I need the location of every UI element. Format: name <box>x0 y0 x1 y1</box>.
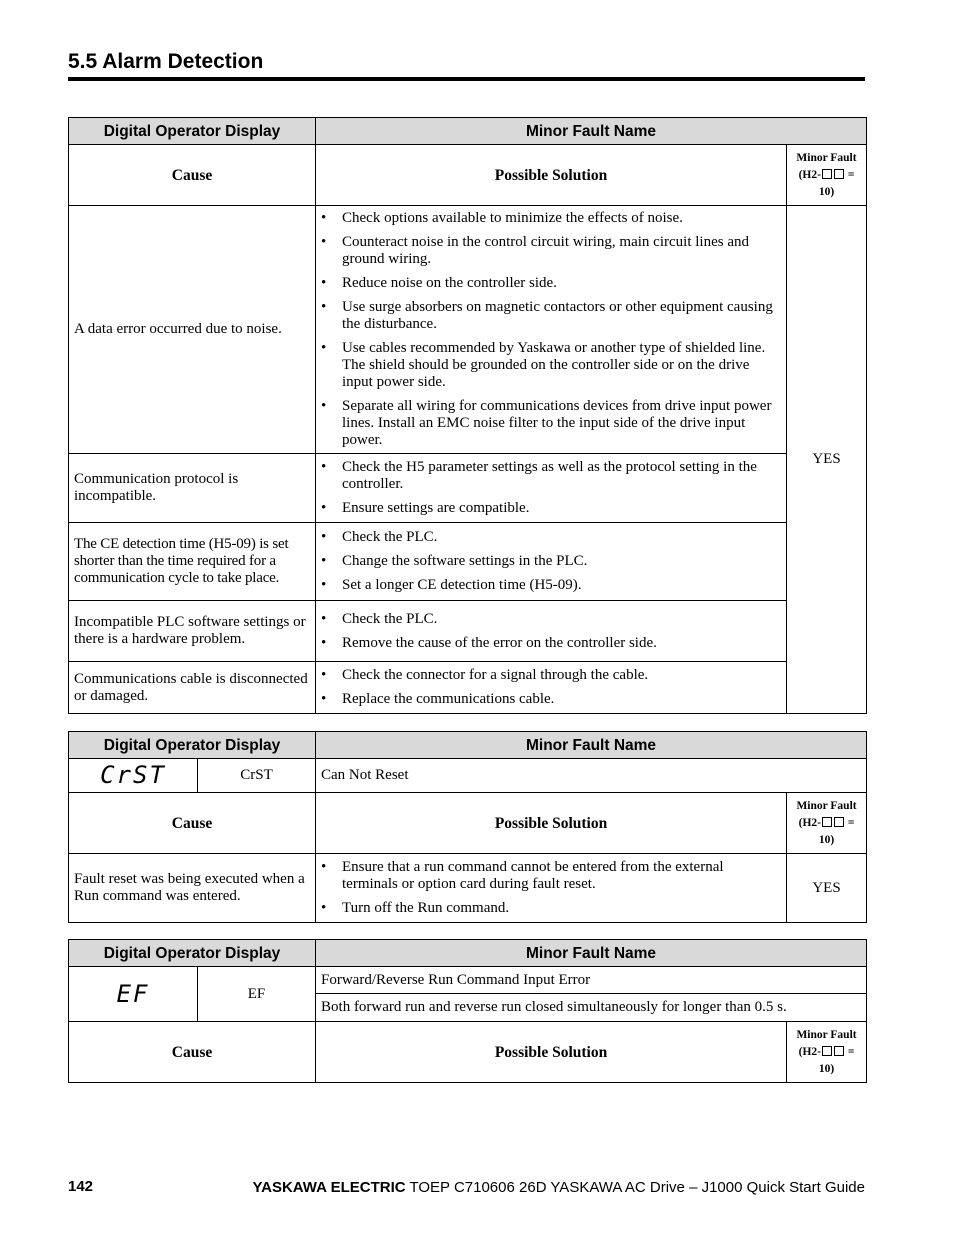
solution-cell <box>316 601 787 662</box>
footer <box>253 1179 866 1196</box>
solution-item: • Change the software settings in the PLC. <box>321 553 781 570</box>
solution-item: • Check the H5 parameter settings as well as the protocol setting in the controller. <box>321 459 781 493</box>
solution-item: • Turn off the Run command. <box>321 900 781 917</box>
fault-table-3 <box>68 939 867 1083</box>
minor-fault-header: Minor Fault (H2- = 10) <box>787 145 867 206</box>
solution-item: • Replace the communications cable. <box>321 691 781 708</box>
cause-cell: Communication protocol is incompatible. <box>69 454 316 523</box>
cause-header: Cause <box>69 1022 316 1083</box>
solution-item: • Use cables recommended by Yaskawa or another type of shielded line. The shield should be grounded on the controller side or on the drive input power side. <box>321 340 781 391</box>
cause-header: Cause <box>69 793 316 854</box>
cause-cell: Fault reset was being executed when a Run command was entered. <box>69 854 316 923</box>
solution-item: • Ensure settings are compatible. <box>321 500 781 517</box>
fault-description: Both forward run and reverse run closed simultaneously for longer than 0.5 s. <box>316 994 867 1022</box>
solution-header: Possible Solution <box>316 793 787 854</box>
fault-table-2 <box>68 731 867 923</box>
cause-cell: Incompatible PLC software settings or there is a hardware problem. <box>69 601 316 662</box>
solution-item: • Reduce noise on the controller side. <box>321 275 781 292</box>
page-number: 142 <box>68 1178 94 1195</box>
footer-doc: TOEP C710606 26D YASKAWA AC Drive – J1000 Quick Start Guide <box>409 1179 865 1196</box>
solution-item: • Use surge absorbers on magnetic contactors or other equipment causing the disturbance. <box>321 299 781 333</box>
display-header: Digital Operator Display <box>69 732 316 759</box>
solution-cell <box>316 454 787 523</box>
display-header: Digital Operator Display <box>69 118 316 145</box>
minor-fault-header: Minor Fault (H2- = 10) <box>787 793 867 854</box>
solution-item: • Check the PLC. <box>321 611 781 628</box>
section-rule <box>68 77 865 81</box>
solution-item: • Ensure that a run command cannot be entered from the external terminals or option card during fault reset. <box>321 859 781 893</box>
solution-item: • Separate all wiring for communications devices from drive input power lines. Install an EMC noise filter to the input side of the drive input power. <box>321 398 781 449</box>
fault-table-1 <box>68 117 867 714</box>
cause-cell: Communications cable is disconnected or damaged. <box>69 662 316 714</box>
solution-item: • Remove the cause of the error on the controller side. <box>321 635 781 652</box>
fault-name: Can Not Reset <box>316 759 867 793</box>
seven-segment-display: EF <box>69 967 198 1022</box>
solution-cell <box>316 206 787 454</box>
footer-brand: YASKAWA ELECTRIC <box>252 1179 406 1196</box>
solution-item: • Set a longer CE detection time (H5-09). <box>321 577 781 594</box>
cause-cell: The CE detection time (H5-09) is set shorter than the time required for a communication cycle to take place. <box>69 523 316 601</box>
solution-header: Possible Solution <box>316 145 787 206</box>
fault-code: CrST <box>198 759 316 793</box>
section-title: 5.5 Alarm Detection <box>68 50 264 73</box>
solution-item: • Check options available to minimize the effects of noise. <box>321 210 781 227</box>
solution-header: Possible Solution <box>316 1022 787 1083</box>
fault-name: Forward/Reverse Run Command Input Error <box>316 967 867 994</box>
minor-fault-yes: YES <box>787 206 867 714</box>
fault-name-header: Minor Fault Name <box>316 940 867 967</box>
fault-name-header: Minor Fault Name <box>316 732 867 759</box>
solution-cell <box>316 662 787 714</box>
solution-item: • Check the connector for a signal through the cable. <box>321 667 781 684</box>
solution-cell <box>316 854 787 923</box>
display-header: Digital Operator Display <box>69 940 316 967</box>
cause-cell: A data error occurred due to noise. <box>69 206 316 454</box>
minor-fault-yes: YES <box>787 854 867 923</box>
fault-name-header: Minor Fault Name <box>316 118 867 145</box>
solution-cell <box>316 523 787 601</box>
solution-item: • Counteract noise in the control circuit wiring, main circuit lines and ground wiring. <box>321 234 781 268</box>
cause-header: Cause <box>69 145 316 206</box>
minor-fault-header: Minor Fault (H2- = 10) <box>787 1022 867 1083</box>
solution-item: • Check the PLC. <box>321 529 781 546</box>
seven-segment-display: CrST <box>69 759 198 793</box>
fault-code: EF <box>198 967 316 1022</box>
